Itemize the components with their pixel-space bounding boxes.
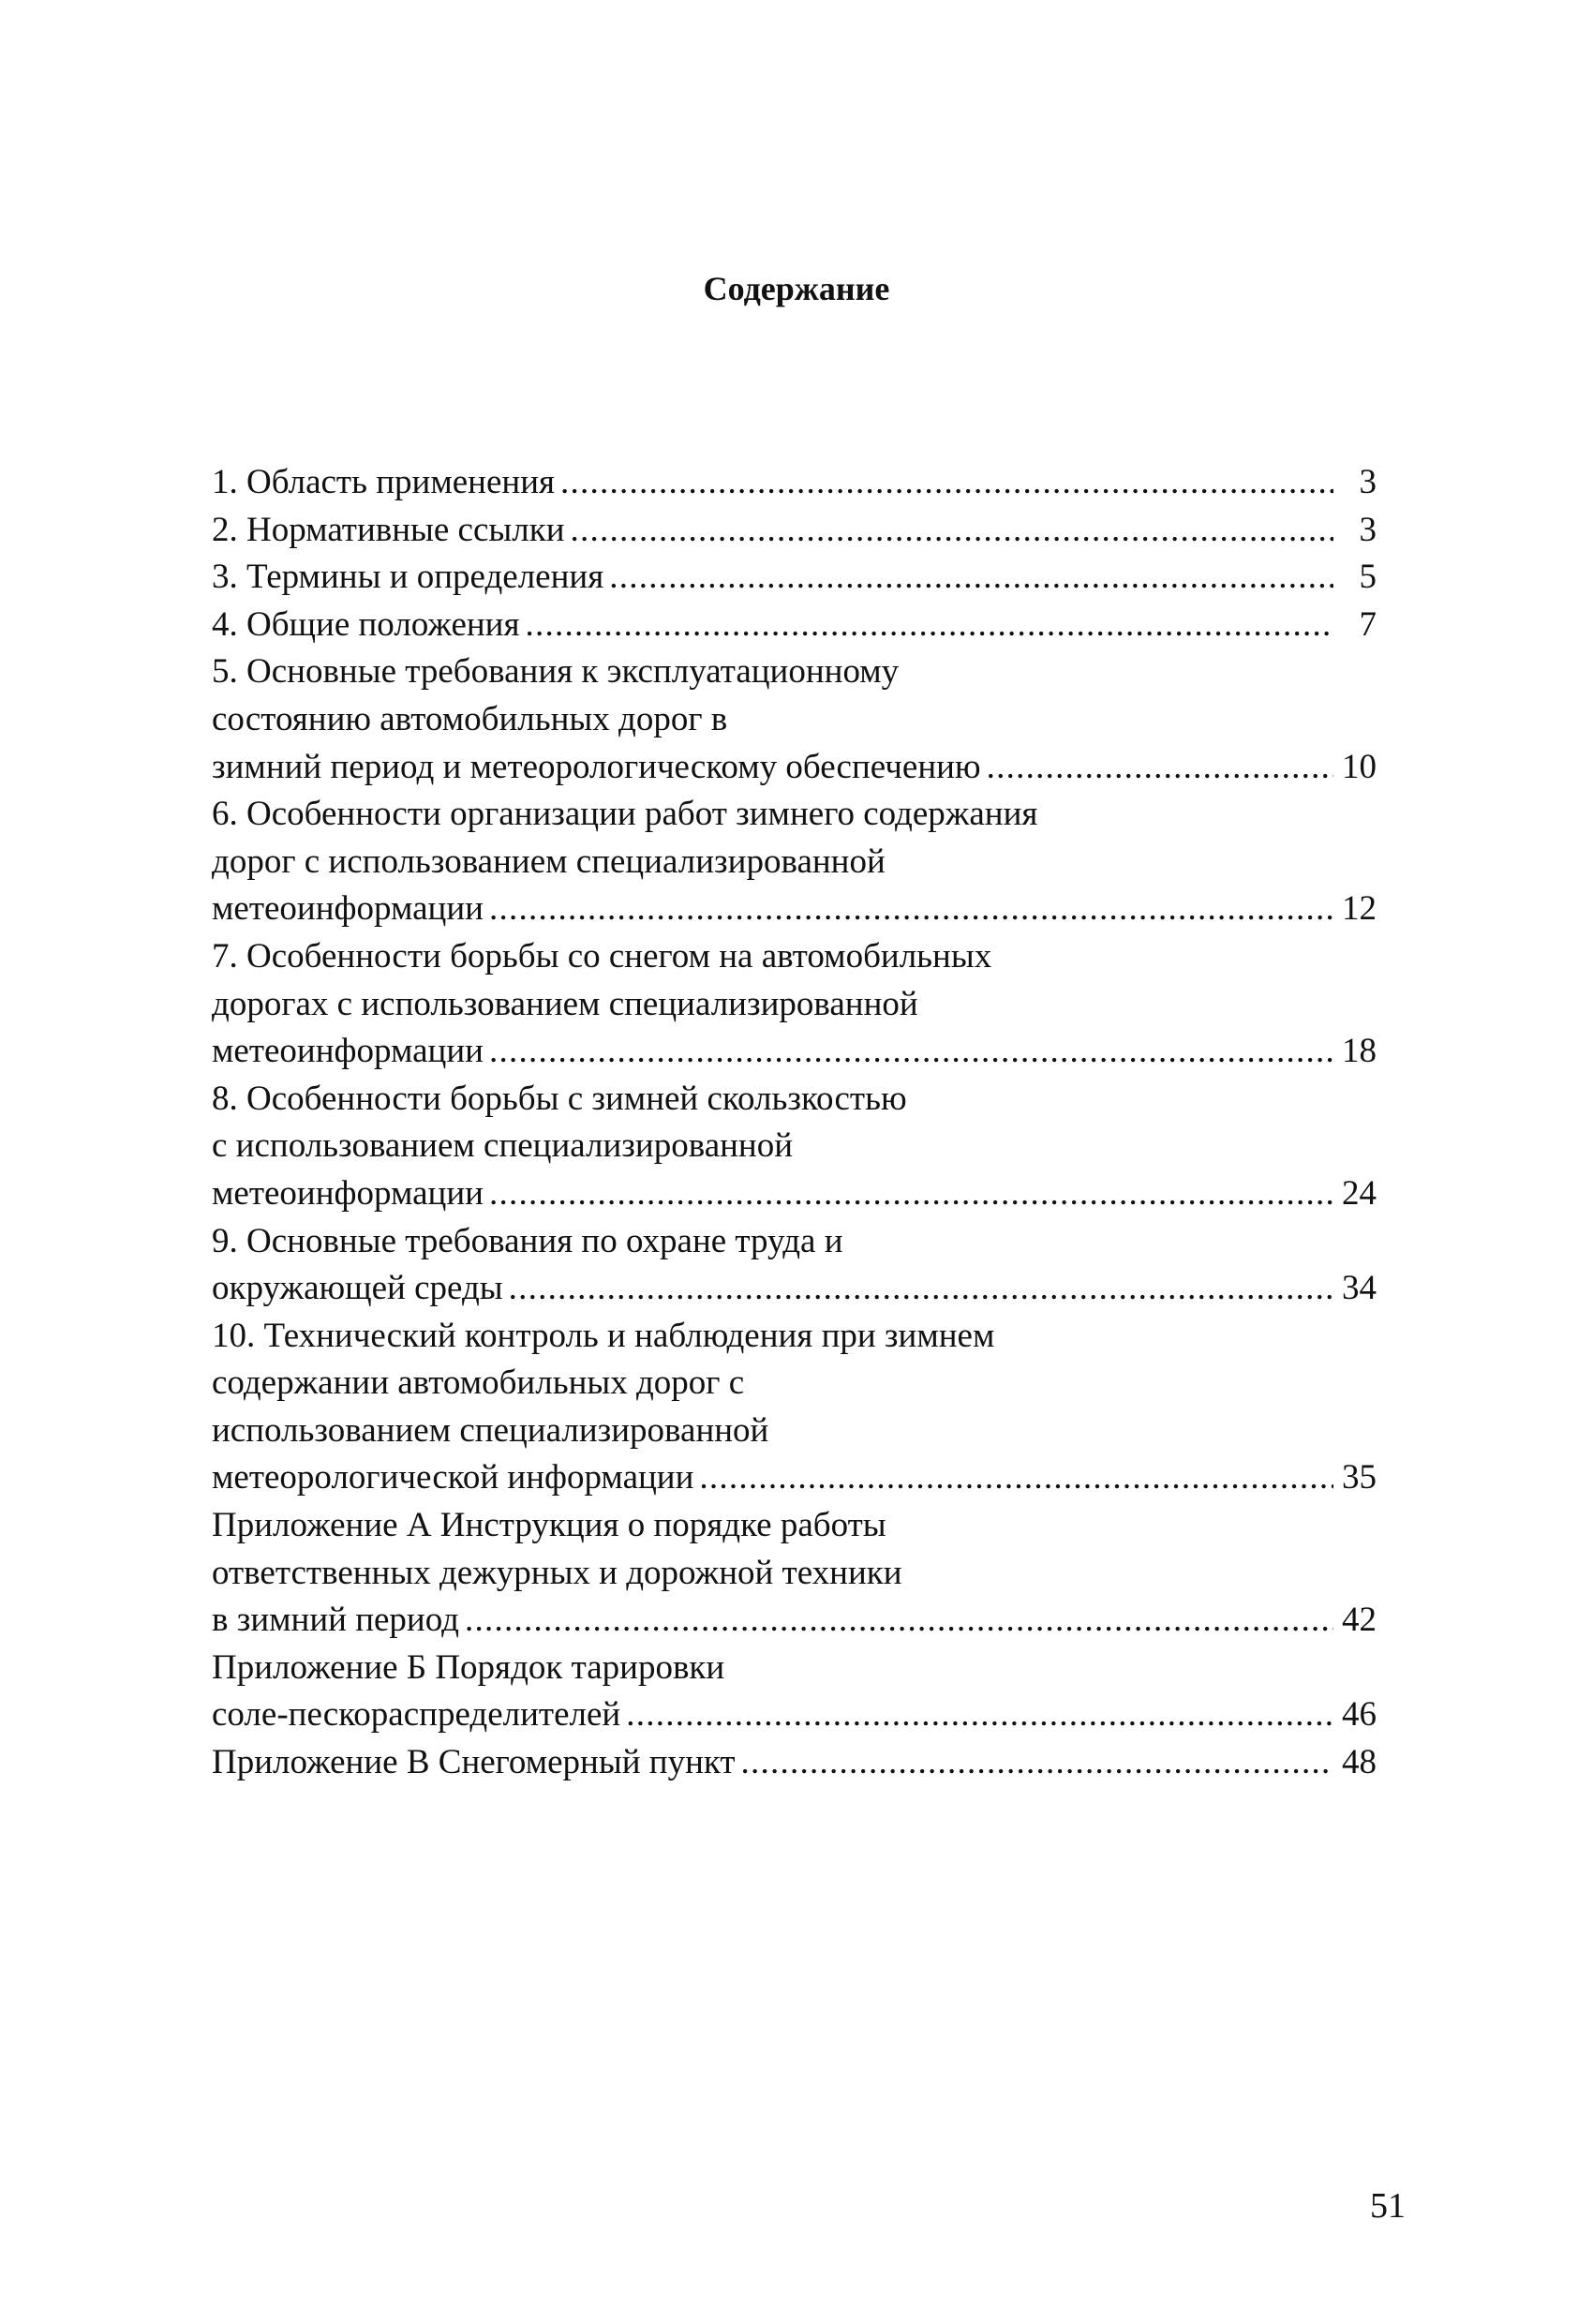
- toc-entry-page: 10: [1342, 747, 1377, 786]
- toc-entry-line: [212, 1313, 1377, 1361]
- toc-entry-line: [212, 1739, 1377, 1787]
- toc-entry-text: 6. Особенности организации работ зимнего содержания: [212, 795, 1038, 834]
- toc-entry-line: [212, 696, 1377, 744]
- toc-entry: [212, 1739, 1377, 1787]
- toc-entry: [212, 1076, 1377, 1218]
- toc-entry-line: [212, 1265, 1377, 1313]
- dot-leader: [609, 554, 1333, 602]
- toc-entry: [212, 791, 1377, 933]
- toc-entry-text: с использованием специализированной: [212, 1126, 794, 1166]
- toc-entry-text: метеоинформации: [212, 1173, 484, 1213]
- toc-entry-line: [212, 1645, 1377, 1692]
- toc-entry-line: [212, 839, 1377, 886]
- dot-leader: [509, 1265, 1333, 1313]
- dot-leader: [560, 459, 1333, 507]
- toc-entry-line: [212, 1408, 1377, 1455]
- toc-entry: [212, 1645, 1377, 1739]
- toc-entry-text: зимний период и метеорологическому обеспечению: [212, 747, 981, 786]
- toc-entry-page: 46: [1342, 1695, 1377, 1735]
- toc-entry-page: 42: [1342, 1601, 1377, 1640]
- toc-entry-text: ответственных дежурных и дорожной техники: [212, 1553, 902, 1592]
- dot-leader: [699, 1454, 1333, 1502]
- toc-entry-line: [212, 1218, 1377, 1266]
- toc-entry: [212, 554, 1377, 602]
- toc-entry-line: [212, 1123, 1377, 1170]
- toc-entry-text: 10. Технический контроль и наблюдения при зимнем: [212, 1316, 995, 1355]
- toc-entry-page: 3: [1359, 510, 1377, 549]
- dot-leader: [489, 1028, 1333, 1076]
- toc-entry-line: [212, 602, 1377, 649]
- toc-entry-text: дорогах с использованием специализированной: [212, 984, 918, 1023]
- toc-entry-line: [212, 744, 1377, 792]
- toc-entry-text: Приложение В Снегомерный пункт: [212, 1743, 736, 1782]
- toc-entry-line: [212, 1502, 1377, 1550]
- toc-entry-text: дорог с использованием специализированной: [212, 842, 886, 881]
- toc-entry-page: 3: [1359, 463, 1377, 501]
- toc-entry-line: [212, 1454, 1377, 1502]
- toc-entry-text: 4. Общие положения: [212, 604, 520, 644]
- toc-entry-line: [212, 1550, 1377, 1598]
- toc-entry-text: окружающей среды: [212, 1269, 503, 1308]
- toc-entry-line: [212, 1360, 1377, 1408]
- toc-entry: [212, 1218, 1377, 1313]
- dot-leader: [571, 507, 1333, 555]
- toc-entry-text: 7. Особенности борьбы со снегом на автомобильных: [212, 936, 992, 976]
- toc-entry-line: [212, 933, 1377, 981]
- toc-entry-line: [212, 459, 1377, 507]
- toc-title: Содержание: [703, 270, 890, 307]
- toc-entry-page: 18: [1342, 1032, 1377, 1071]
- table-of-contents: [212, 459, 1377, 1787]
- dot-leader: [525, 602, 1333, 649]
- toc-entry-text: 8. Особенности борьбы с зимней скользкостью: [212, 1079, 907, 1118]
- toc-entry-page: 7: [1359, 604, 1377, 644]
- page-number: 51: [1370, 2186, 1406, 2226]
- toc-entry-text: использованием специализированной: [212, 1410, 769, 1450]
- toc-entry-text: в зимний период: [212, 1601, 459, 1640]
- toc-entry-page: 24: [1342, 1173, 1377, 1213]
- toc-entry: [212, 1313, 1377, 1502]
- toc-entry-text: Приложение Б Порядок тарировки: [212, 1647, 725, 1687]
- toc-entry-text: 5. Основные требования к эксплуатационному: [212, 652, 900, 692]
- dot-leader: [489, 886, 1333, 933]
- toc-entry-page: 5: [1359, 558, 1377, 597]
- toc-entry: [212, 1502, 1377, 1645]
- toc-entry: [212, 507, 1377, 555]
- toc-entry-line: [212, 791, 1377, 839]
- dot-leader: [626, 1691, 1333, 1739]
- toc-entry-line: [212, 507, 1377, 555]
- toc-entry-line: [212, 1076, 1377, 1124]
- toc-entry-text: метеоинформации: [212, 1032, 484, 1071]
- toc-entry-line: [212, 1170, 1377, 1218]
- toc-entry-text: 9. Основные требования по охране труда и: [212, 1221, 843, 1260]
- dot-leader: [465, 1597, 1333, 1645]
- toc-entry-page: 35: [1342, 1458, 1377, 1497]
- toc-entry-page: 48: [1342, 1743, 1377, 1782]
- toc-entry-text: метеорологической информации: [212, 1458, 694, 1497]
- toc-entry-text: 3. Термины и определения: [212, 558, 604, 597]
- toc-entry-page: 12: [1342, 889, 1377, 929]
- toc-entry-line: [212, 1691, 1377, 1739]
- toc-entry-line: [212, 886, 1377, 933]
- toc-entry-text: Приложение А Инструкция о порядке работы: [212, 1506, 886, 1545]
- toc-entry-text: состоянию автомобильных дорог в: [212, 699, 728, 738]
- toc-entry: [212, 459, 1377, 507]
- toc-entry: [212, 602, 1377, 649]
- toc-entry-line: [212, 1597, 1377, 1645]
- toc-entry-line: [212, 981, 1377, 1029]
- toc-entry-text: 2. Нормативные ссылки: [212, 510, 565, 549]
- toc-entry-text: содержании автомобильных дорог с: [212, 1363, 745, 1403]
- toc-entry-text: 1. Область применения: [212, 463, 556, 501]
- toc-entry: [212, 933, 1377, 1076]
- dot-leader: [741, 1739, 1333, 1787]
- dot-leader: [489, 1170, 1333, 1218]
- toc-entry-text: метеоинформации: [212, 889, 484, 929]
- toc-entry-text: соле-пескораспределителей: [212, 1695, 621, 1735]
- toc-entry-line: [212, 648, 1377, 696]
- toc-entry-line: [212, 1028, 1377, 1076]
- toc-entry: [212, 648, 1377, 791]
- toc-entry-line: [212, 554, 1377, 602]
- dot-leader: [987, 744, 1333, 792]
- toc-entry-page: 34: [1342, 1269, 1377, 1308]
